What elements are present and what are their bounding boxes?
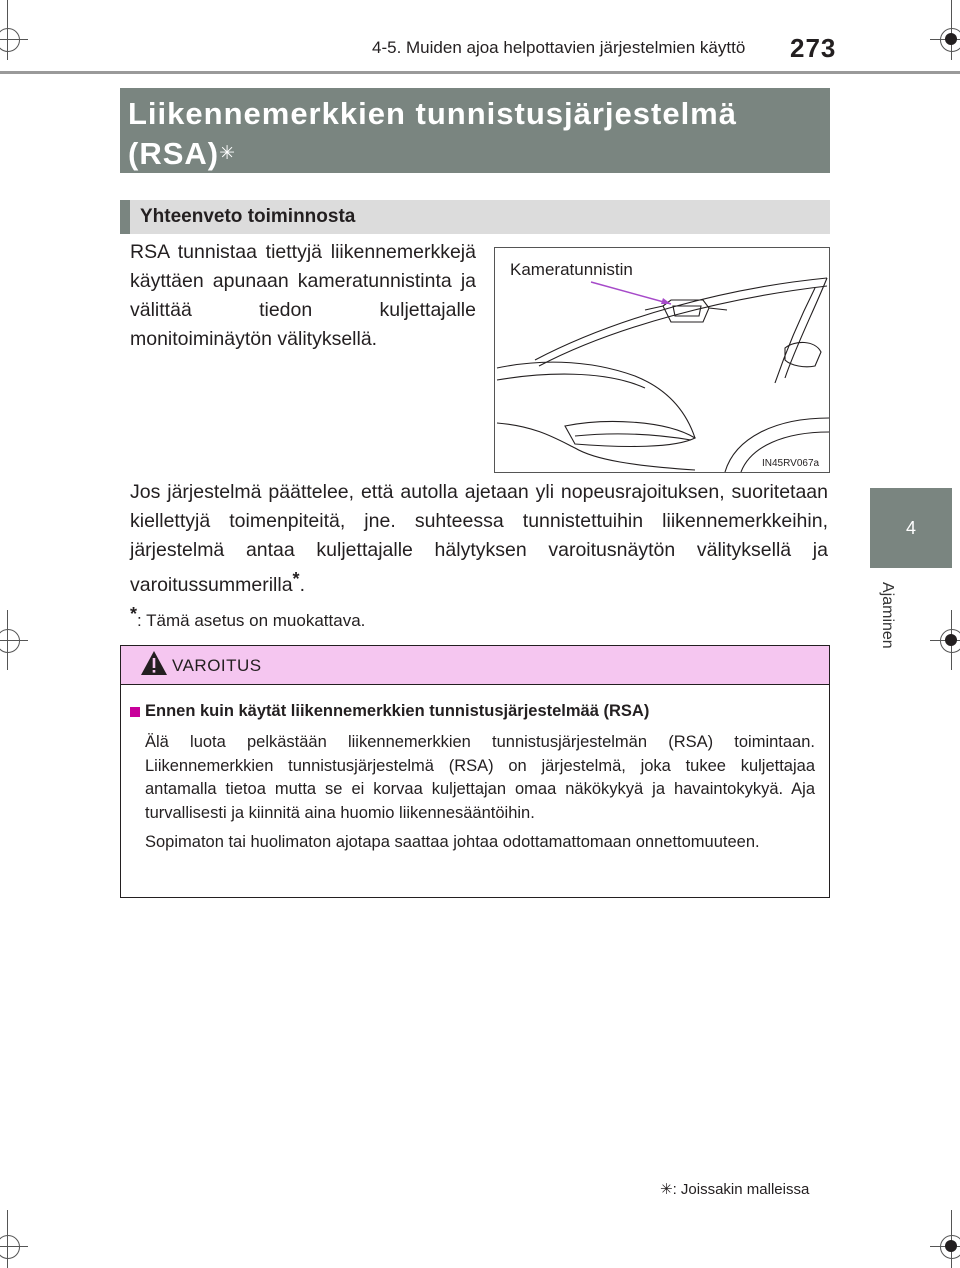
page-title-line1: Liikennemerkkien tunnistusjärjestelmä xyxy=(128,96,737,131)
intro-paragraph: RSA tunnistaa tiettyjä liikennemerkkejä käyttäen apunaan kameratunnistinta ja välittää tiedon kuljettajalle monitoiminäytön välityksellä. xyxy=(130,241,476,350)
figure-code: IN45RV067a xyxy=(762,458,820,469)
page-title-line2 xyxy=(128,134,737,174)
section-heading-accent xyxy=(120,200,130,234)
setting-note-text: : Tämä asetus on muokattava. xyxy=(137,611,366,630)
asterisk-icon: ✳ xyxy=(219,143,237,164)
footnote xyxy=(660,1180,809,1198)
detail-text: Jos järjestelmä päättelee, että autolla ajetaan yli nopeusrajoituksen, suoritetaan kiellettyjä toimenpiteitä, jne. suhteessa tunnistettuihin liikennemerkkeihin, järjestelmä antaa kuljettajalle hälytyksen varoitusnäytön välityksellä ja varoitussummerilla xyxy=(130,481,828,596)
bullet-square-icon xyxy=(130,707,140,717)
detail-end: . xyxy=(299,574,305,596)
footnote-text: : Joissakin malleissa xyxy=(672,1181,810,1198)
warning-paragraph-1: Älä luota pelkästään liikennemerkkien tunnistusjärjestelmän (RSA) toimintaan. Liikennemerkkien tunnistusjärjestelmä (RSA) on järjestelmä, joka tukee kuljettajaa antamalla tietoa mutta se ei korvaa kuljettajan omaa näkökykyä ja havaintokykyä. Aja turvallisesti ja kiinnitä aina huomio liikennesääntöihin. xyxy=(145,733,815,822)
warning-title: VAROITUS xyxy=(172,656,262,675)
warning-paragraph-2: Sopimaton tai huolimaton ajotapa saattaa johtaa odottamattomaan onnettomuuteen. xyxy=(145,833,760,851)
warning-subheading: Ennen kuin käytät liikennemerkkien tunnistusjärjestelmää (RSA) xyxy=(145,702,650,720)
chapter-tab[interactable]: 4 xyxy=(870,488,952,568)
warning-triangle-icon xyxy=(140,650,168,676)
header-divider xyxy=(0,71,960,74)
windshield-camera-illustration xyxy=(494,247,830,473)
setting-note xyxy=(130,604,365,631)
asterisk-icon: ✳ xyxy=(660,1181,673,1198)
page-title xyxy=(128,94,737,174)
page-title-acronym: (RSA) xyxy=(128,136,220,171)
callout-arrow xyxy=(591,282,671,304)
car-interior-drawing xyxy=(495,248,829,472)
asterisk-icon: * xyxy=(292,569,300,589)
header-section-title: 4-5. Muiden ajoa helpottavien järjestelmien käyttö xyxy=(372,38,746,57)
page-number: 273 xyxy=(790,33,837,63)
chapter-tab-label: Ajaminen xyxy=(879,582,896,649)
detail-paragraph xyxy=(130,478,828,600)
section-heading: Yhteenveto toiminnosta xyxy=(140,206,356,227)
figure-callout-label: Kameratunnistin xyxy=(510,260,633,279)
asterisk-icon: * xyxy=(130,604,138,624)
